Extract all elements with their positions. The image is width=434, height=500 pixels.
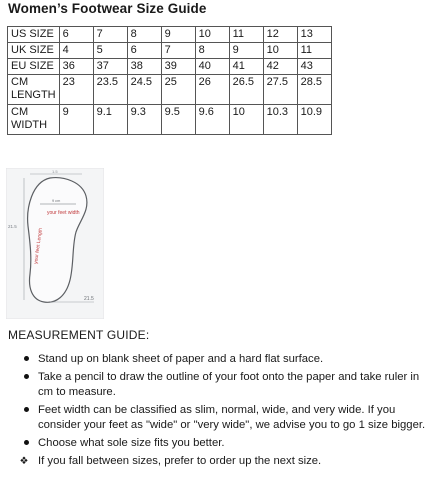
size-cell: 9	[161, 27, 195, 43]
size-row-label: CM WIDTH	[8, 105, 60, 135]
size-cell: 43	[297, 59, 331, 75]
size-cell: 27.5	[263, 75, 297, 105]
size-chart-table	[7, 26, 332, 135]
size-cell: 8	[127, 27, 161, 43]
guide-item-text: Choose what sole size fits you better.	[38, 437, 225, 449]
size-cell: 10	[263, 43, 297, 59]
length-label: your feet Length	[33, 227, 45, 265]
bullet-icon	[21, 352, 31, 367]
bullet-icon	[21, 370, 31, 385]
size-cell: 9	[59, 105, 93, 135]
diamond-bullet-icon: ❖	[19, 456, 29, 467]
top-mark: 1.5	[52, 169, 58, 174]
size-row	[8, 75, 332, 105]
mid-mark: 9 cm	[52, 199, 61, 203]
size-cell: 28.5	[297, 75, 331, 105]
size-row-label: US SIZE	[8, 27, 60, 43]
guide-list	[8, 352, 428, 472]
guide-item	[8, 352, 428, 367]
size-cell: 24.5	[127, 75, 161, 105]
size-cell: 10	[229, 105, 263, 135]
size-cell: 9	[229, 43, 263, 59]
size-cell: 41	[229, 59, 263, 75]
size-cell: 11	[229, 27, 263, 43]
size-row	[8, 59, 332, 75]
width-label: your feet width	[47, 210, 80, 216]
size-cell: 26.5	[229, 75, 263, 105]
guide-item-text: If you fall between sizes, prefer to order up the next size.	[38, 455, 322, 467]
guide-item-text: Feet width can be classified as slim, normal, wide, and very wide. If you consider your feet as "wide" or "very wide", we advise you to go 1 size bigger.	[38, 404, 426, 431]
size-cell: 9.5	[161, 105, 195, 135]
size-cell: 6	[127, 43, 161, 59]
guide-item	[8, 370, 428, 400]
size-cell: 42	[263, 59, 297, 75]
size-row	[8, 105, 332, 135]
side-mark: 21.5	[8, 224, 17, 229]
size-cell: 9.1	[93, 105, 127, 135]
size-cell: 10.3	[263, 105, 297, 135]
size-cell: 5	[93, 43, 127, 59]
guide-item	[8, 436, 428, 451]
page-title: Women’s Footwear Size Guide	[8, 1, 207, 16]
size-cell: 37	[93, 59, 127, 75]
size-cell: 23	[59, 75, 93, 105]
size-cell: 23.5	[93, 75, 127, 105]
size-row	[8, 27, 332, 43]
guide-item-text: Stand up on blank sheet of paper and a hard flat surface.	[38, 353, 324, 365]
size-cell: 11	[297, 43, 331, 59]
size-cell: 38	[127, 59, 161, 75]
size-cell: 7	[161, 43, 195, 59]
size-cell: 26	[195, 75, 229, 105]
guide-item-text: Take a pencil to draw the outline of your foot onto the paper and take ruler in cm to measure.	[38, 371, 420, 398]
guide-item	[8, 403, 428, 433]
guide-title: MEASUREMENT GUIDE:	[8, 328, 150, 342]
size-cell: 13	[297, 27, 331, 43]
size-row	[8, 43, 332, 59]
bullet-icon	[21, 436, 31, 451]
size-row-label: CM LENGTH	[8, 75, 60, 105]
guide-item	[8, 454, 428, 469]
size-cell: 36	[59, 59, 93, 75]
foot-outline-image	[6, 168, 104, 319]
size-cell: 10	[195, 27, 229, 43]
size-cell: 6	[59, 27, 93, 43]
size-cell: 9.3	[127, 105, 161, 135]
size-row-label: UK SIZE	[8, 43, 60, 59]
size-cell: 10.9	[297, 105, 331, 135]
size-cell: 40	[195, 59, 229, 75]
size-cell: 25	[161, 75, 195, 105]
bottom-mark: 21.5	[84, 296, 94, 302]
bullet-icon	[21, 403, 31, 418]
size-cell: 39	[161, 59, 195, 75]
size-cell: 4	[59, 43, 93, 59]
size-cell: 12	[263, 27, 297, 43]
size-cell: 9.6	[195, 105, 229, 135]
size-cell: 7	[93, 27, 127, 43]
size-cell: 8	[195, 43, 229, 59]
size-row-label: EU SIZE	[8, 59, 60, 75]
